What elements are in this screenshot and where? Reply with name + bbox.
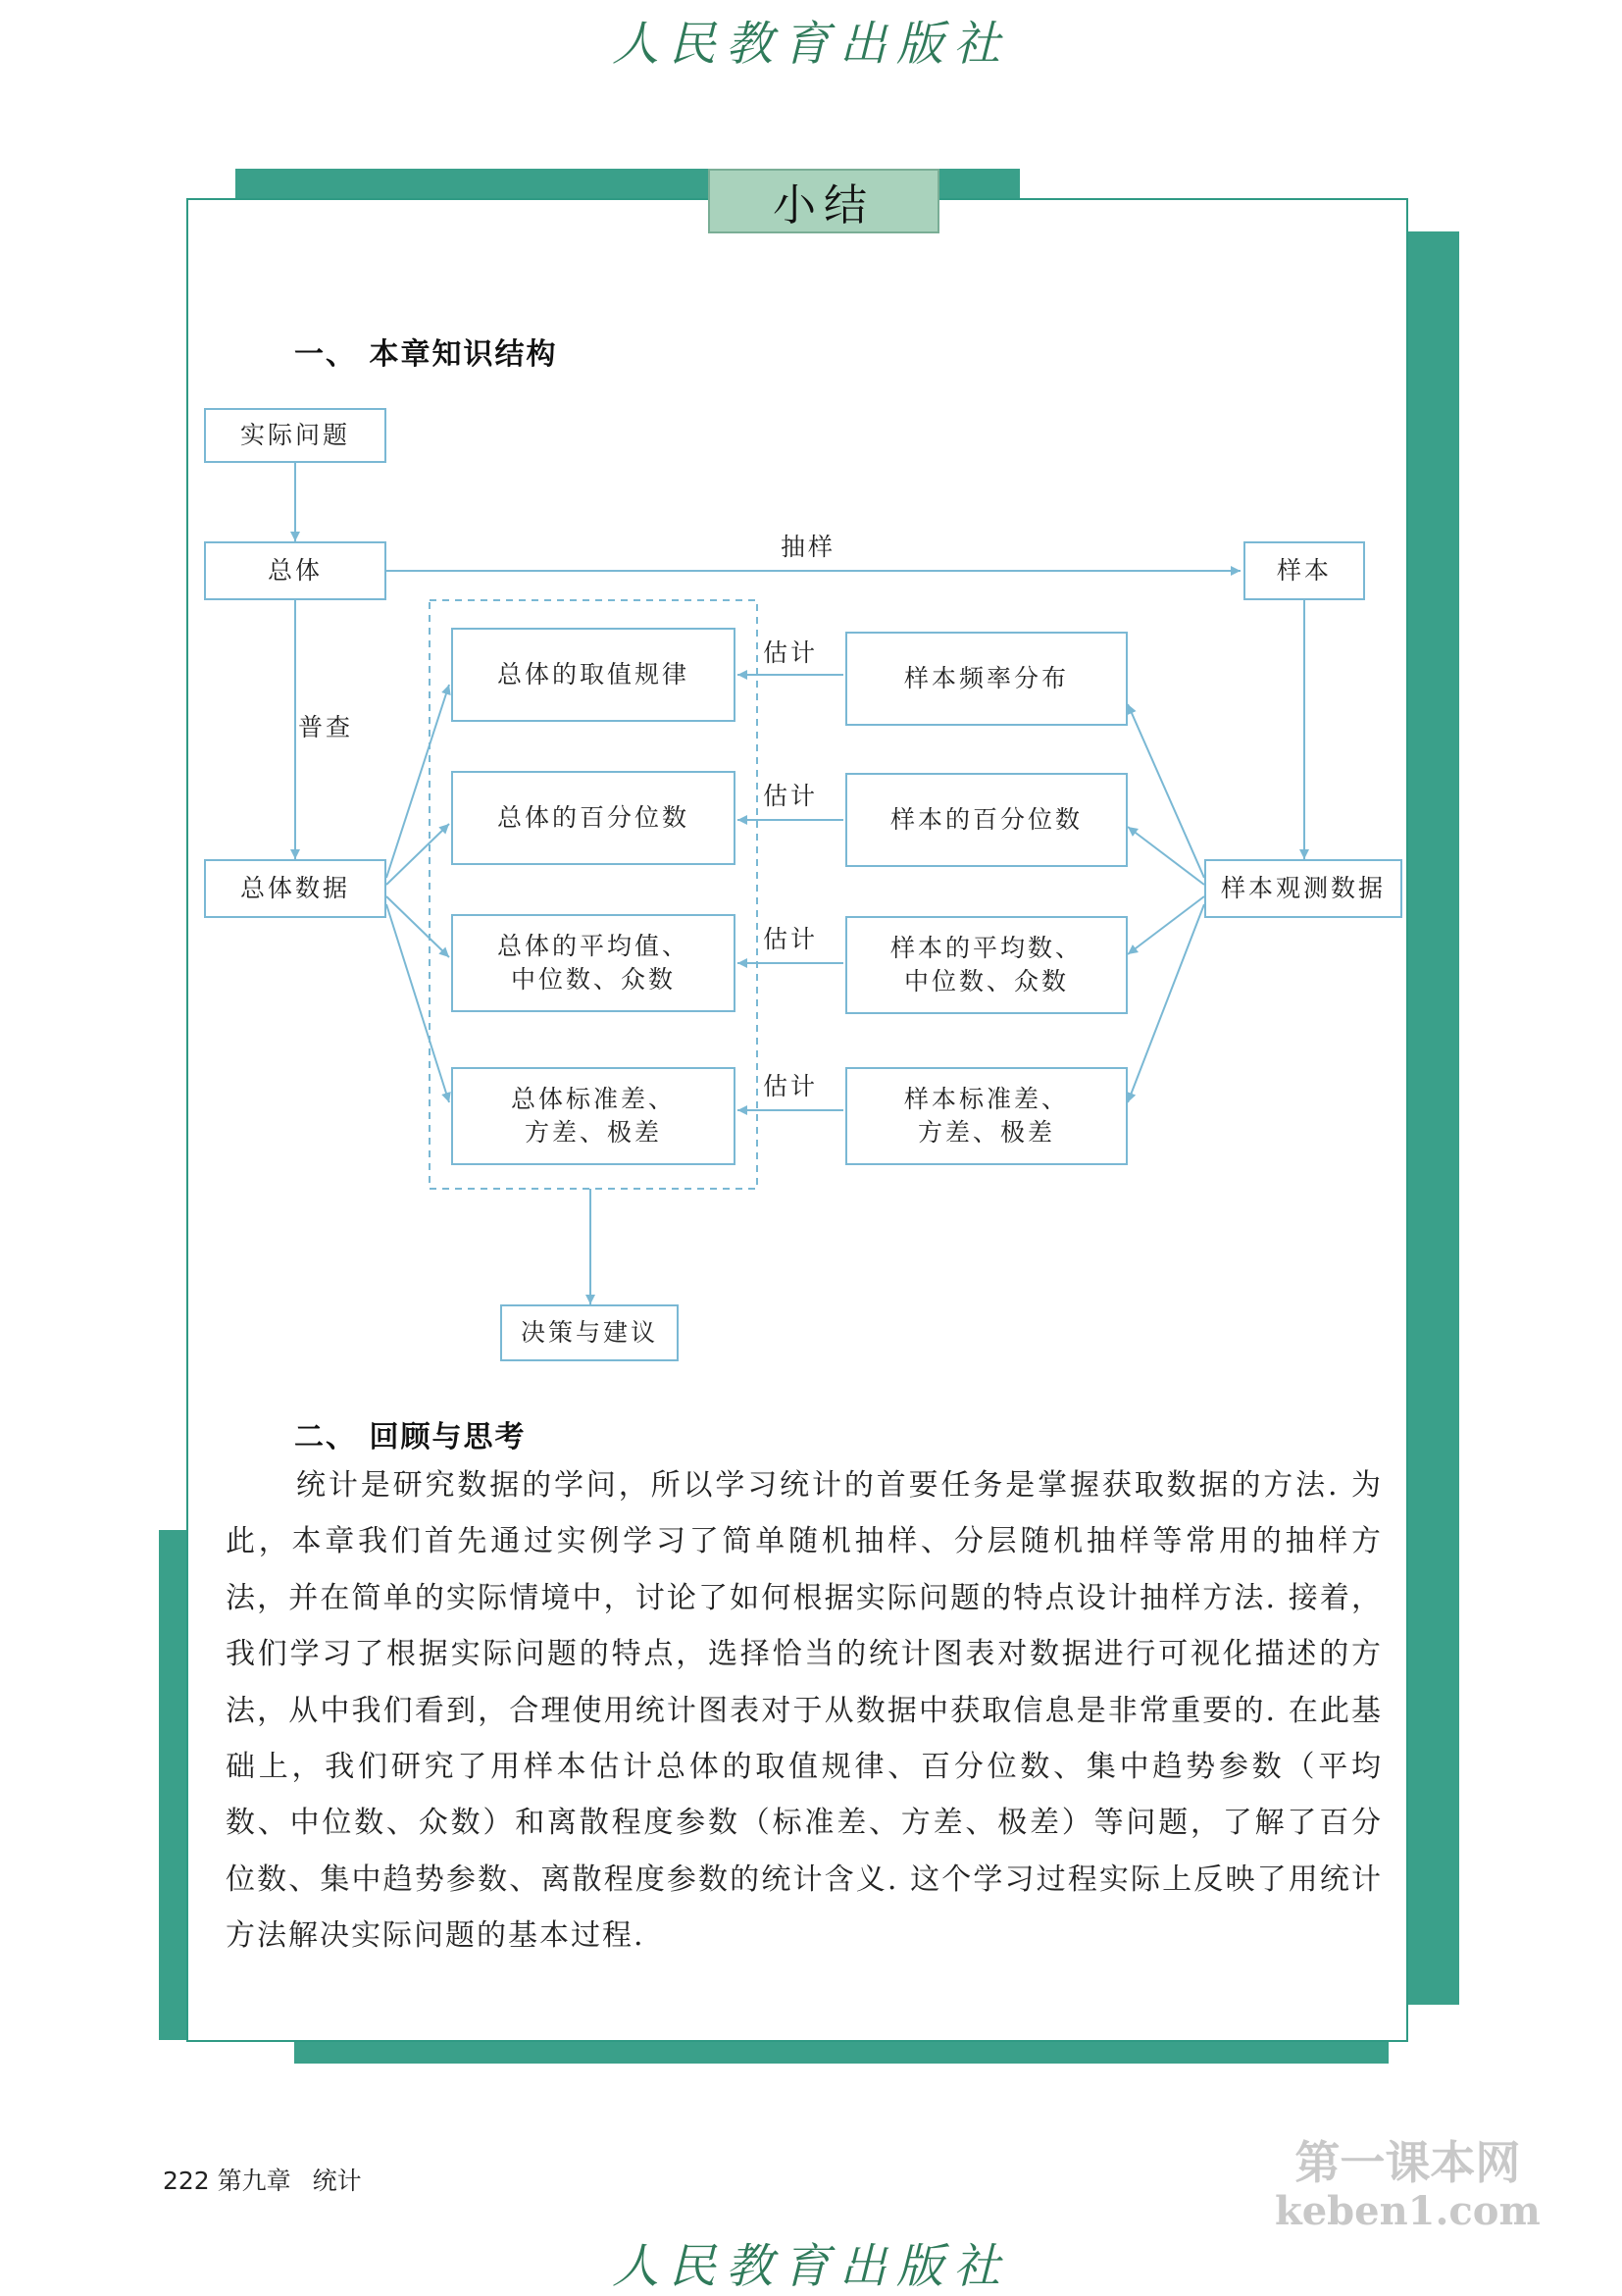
site-watermark [1275, 2138, 1541, 2236]
label-estimate-2: 估计 [763, 782, 819, 810]
label-census: 普查 [298, 713, 354, 741]
edge-sdata-dispersion [1128, 904, 1204, 1102]
edge-sdata-percentile [1128, 827, 1204, 885]
node-sample-dispersion: 样本标准差、 方差、极差 [845, 1067, 1128, 1165]
section1-heading: 一、 本章知识结构 [294, 337, 558, 372]
section2-heading: 二、 回顾与思考 [294, 1420, 527, 1454]
label-estimate-4: 估计 [763, 1072, 819, 1100]
edge-popdata-dispersion [386, 904, 449, 1102]
node-decision: 决策与建议 [500, 1304, 679, 1361]
label-sampling: 抽样 [781, 533, 836, 561]
node-sample-data: 样本观测数据 [1204, 859, 1402, 918]
edge-sdata-freq [1128, 704, 1204, 878]
publisher-footer: 人民教育出版社 [611, 2239, 1010, 2294]
watermark-url: keben1.com [1275, 2188, 1541, 2234]
node-sample-freq: 样本频率分布 [845, 632, 1128, 726]
label-estimate-3: 估计 [763, 925, 819, 953]
chapter-title: 统计 [312, 2167, 362, 2195]
label-estimate-1: 估计 [763, 638, 819, 667]
edge-sdata-central [1128, 896, 1204, 954]
page-number: 222 [163, 2167, 210, 2195]
edge-popdata-value [386, 685, 449, 878]
node-sample-central: 样本的平均数、 中位数、众数 [845, 916, 1128, 1014]
node-population-data: 总体数据 [204, 859, 386, 918]
chapter-label: 第九章 [217, 2167, 291, 2195]
summary-title-tab: 小结 [708, 169, 939, 233]
node-practical-problem: 实际问题 [204, 408, 386, 463]
watermark-name: 第一课本网 [1294, 2136, 1521, 2189]
page-footer [163, 2162, 362, 2197]
node-sample-percentile: 样本的百分位数 [845, 773, 1128, 867]
node-pop-percentile: 总体的百分位数 [451, 771, 735, 865]
node-population: 总体 [204, 541, 386, 600]
publisher-header: 人民教育出版社 [611, 17, 1010, 72]
node-pop-value-rule: 总体的取值规律 [451, 628, 735, 722]
edge-popdata-central [386, 896, 449, 957]
node-pop-central: 总体的平均值、 中位数、众数 [451, 914, 735, 1012]
node-sample: 样本 [1243, 541, 1365, 600]
edge-popdata-percentile [386, 824, 449, 885]
review-paragraph: 统计是研究数据的学问，所以学习统计的首要任务是掌握获取数据的方法. 为此，本章我们首先通过实例学习了简单随机抽样、分层随机抽样等常用的抽样方法，并在简单的实际情境中，讨论了如何根据实际问题的特点设计抽样方法. 接着，我们学习了根据实际问题的特点，选择恰当的统计图表对数据进行可视化描述的方法，从中我们看到，合理使用统计图表对于从数据中获取信息是非常重要的. 在此基础上，我们研究了用样本估计总体的取值规律、百分位数、集中趋势参数（平均数、中位数、众数）和离散程度参数（标准差、方差、极差）等问题，了解了百分位数、集中趋势参数、离散程度参数的统计含义. 这个学习过程实际上反映了用统计方法解决实际问题的基本过程. [226, 1468, 1383, 1954]
node-pop-dispersion: 总体标准差、 方差、极差 [451, 1067, 735, 1165]
